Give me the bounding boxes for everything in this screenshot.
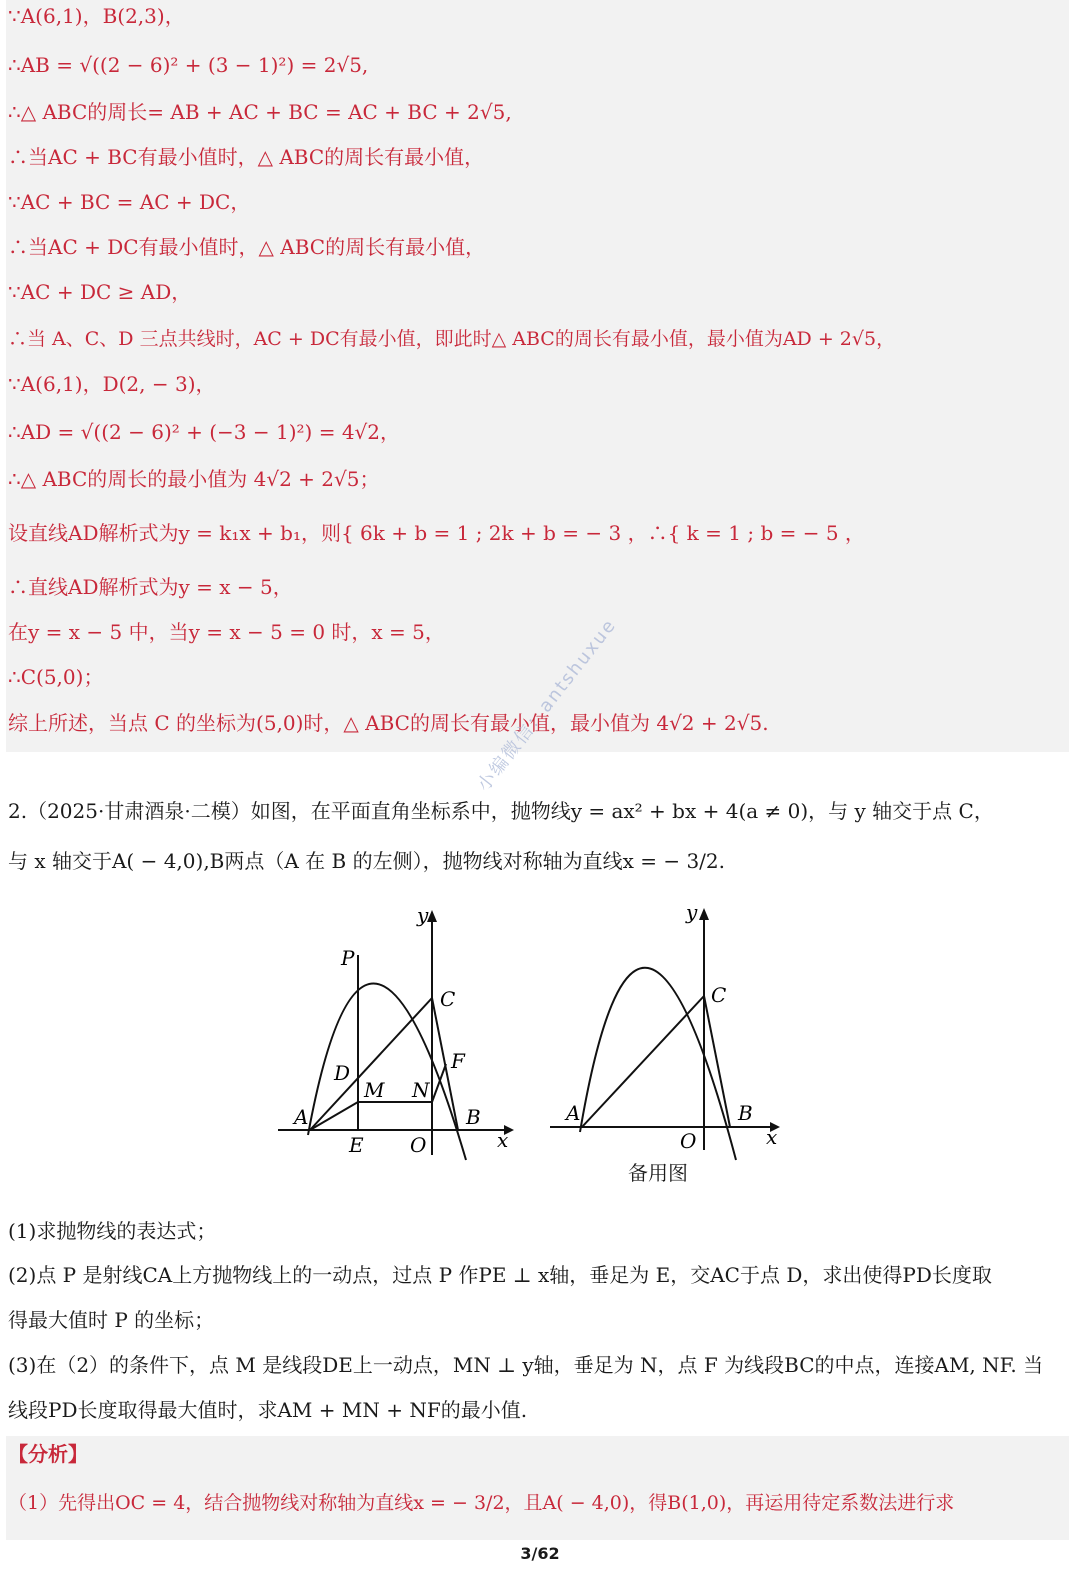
analysis-box: [6, 1436, 1069, 1540]
question-2b: 得最大值时 P 的坐标；: [8, 1308, 215, 1332]
label-y: y: [417, 903, 429, 927]
solution-line-4: ∴当AC + BC有最小值时，△ ABC的周长有最小值，: [8, 145, 485, 169]
label-C: C: [440, 987, 456, 1011]
problem-line-2: 与 x 轴交于A( − 4,0),B两点（A 在 B 的左侧），抛物线对称轴为直线x = − 3/2.: [8, 849, 726, 873]
question-3a: (3)在（2）的条件下，点 M 是线段DE上一动点，MN ⊥ y轴，垂足为 N，点 F 为线段BC的中点，连接AM, NF. 当: [8, 1353, 1044, 1377]
question-2a: (2)点 P 是射线CA上方抛物线上的一动点，过点 P 作PE ⊥ x轴，垂足为 E，交AC于点 D，求出使得PD长度取: [8, 1263, 992, 1287]
label-P: P: [341, 946, 355, 970]
label-x: x: [497, 1128, 509, 1152]
analysis-text: （1）先得出OC = 4，结合抛物线对称轴为直线x = − 3/2，且A( − 4,0)，得B(1,0)，再运用待定系数法进行求: [8, 1492, 955, 1514]
figure-caption: 备用图: [628, 1161, 688, 1185]
right-label-x: x: [766, 1125, 778, 1149]
analysis-heading: 【分析】: [8, 1442, 88, 1466]
solution-line-10: ∴AD = √((2 − 6)² + (−3 − 1)²) = 4√2，: [8, 420, 401, 444]
label-E: E: [349, 1133, 364, 1157]
figure-right: [545, 900, 785, 1165]
solution-line-12: 设直线AD解析式为y = k₁x + b₁，则{ 6k + b = 1 ; 2k + b = − 3 ，∴{ k = 1 ; b = − 5 ，: [8, 521, 865, 545]
solution-line-5: ∵AC + BC = AC + DC，: [8, 190, 251, 214]
solution-line-3: ∴△ ABC的周长= AB + AC + BC = AC + BC + 2√5,: [8, 100, 512, 124]
solution-line-16: 综上所述，当点 C 的坐标为(5,0)时，△ ABC的周长有最小值，最小值为 4√2 + 2√5.: [8, 711, 769, 735]
label-O: O: [410, 1133, 427, 1157]
label-A: A: [294, 1105, 309, 1129]
question-1: (1)求抛物线的表达式；: [8, 1219, 217, 1243]
label-B: B: [466, 1105, 481, 1129]
right-label-A: A: [566, 1101, 581, 1125]
solution-line-14: 在y = x − 5 中，当y = x − 5 = 0 时，x = 5，: [8, 620, 445, 644]
solution-line-6: ∴当AC + DC有最小值时，△ ABC的周长有最小值，: [8, 235, 486, 259]
label-D: D: [334, 1061, 351, 1085]
problem-line-1: 2.（2025·甘肃酒泉·二模）如图，在平面直角坐标系中，抛物线y = ax² + bx + 4(a ≠ 0)，与 y 轴交于点 C，: [8, 799, 994, 823]
right-label-O: O: [680, 1129, 697, 1153]
solution-line-7: ∵AC + DC ≥ AD，: [8, 280, 192, 304]
question-3b: 线段PD长度取得最大值时，求AM + MN + NF的最小值.: [8, 1398, 528, 1422]
label-F: F: [451, 1049, 465, 1073]
page-number: 3/62: [520, 1544, 560, 1563]
solution-line-1: ∵A(6,1)，B(2,3)，: [8, 4, 185, 28]
solution-line-8: ∴当 A、C、D 三点共线时，AC + DC有最小值，即此时△ ABC的周长有最小值，最小值为AD + 2√5，: [8, 328, 896, 350]
watermark: 小编微信：antshuxue: [473, 614, 621, 796]
right-label-y: y: [686, 900, 698, 924]
figure-left: [270, 900, 530, 1165]
solution-line-9: ∵A(6,1)，D(2, − 3)，: [8, 372, 216, 396]
label-N: N: [412, 1078, 430, 1102]
right-label-C: C: [711, 983, 727, 1007]
solution-line-13: ∴直线AD解析式为y = x − 5，: [8, 575, 293, 599]
solution-line-11: ∴△ ABC的周长的最小值为 4√2 + 2√5；: [8, 467, 380, 491]
right-label-B: B: [738, 1101, 753, 1125]
solution-line-15: ∴C(5,0)；: [8, 665, 104, 689]
solution-line-2: ∴AB = √((2 − 6)² + (3 − 1)²) = 2√5,: [8, 53, 369, 77]
label-M: M: [364, 1078, 385, 1102]
